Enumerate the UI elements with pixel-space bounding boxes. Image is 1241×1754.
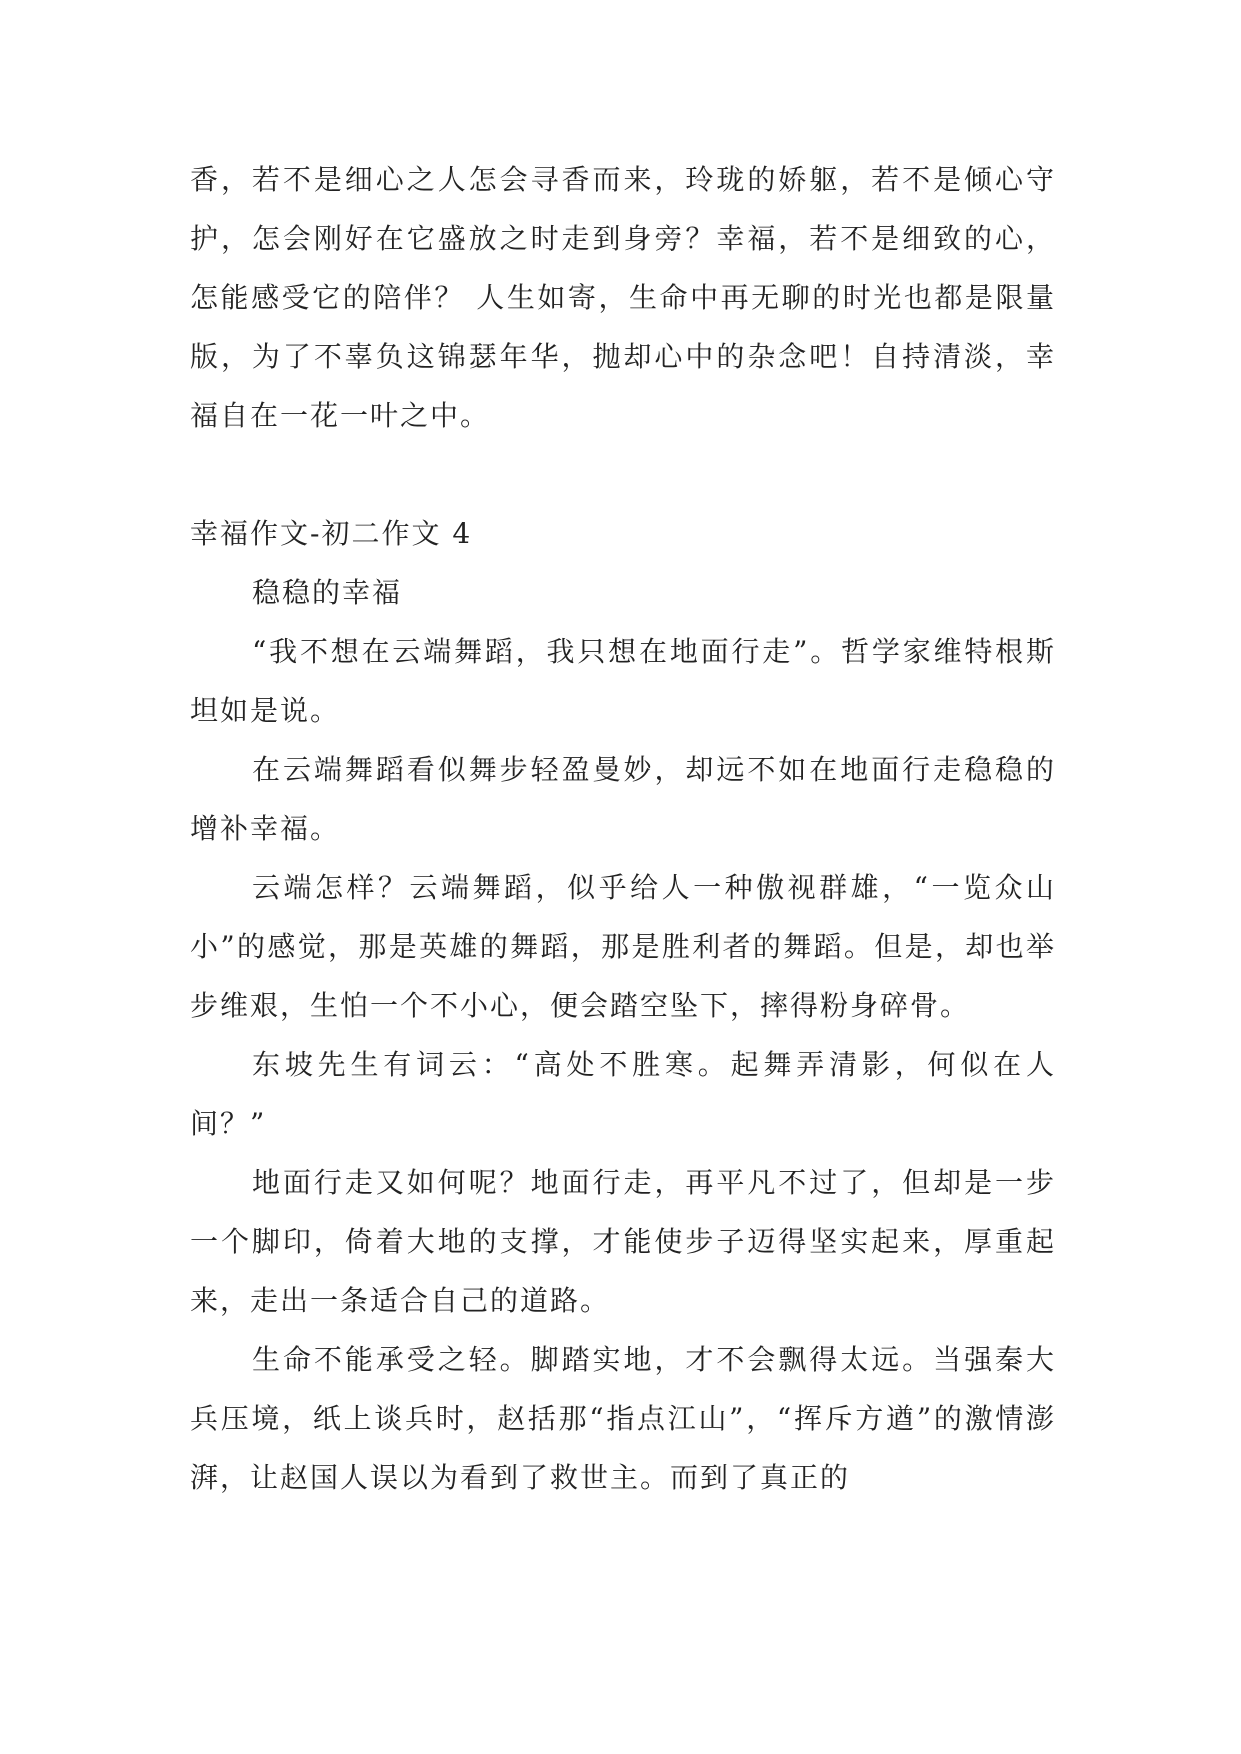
essay-title: 稳稳的幸福 <box>252 576 403 609</box>
section-heading: 幸福作文-初二作文 4 <box>190 517 473 550</box>
body-paragraph: 在云端舞蹈看似舞步轻盈曼妙，却远不如在地面行走稳稳的增补幸福。 <box>190 753 1056 845</box>
body-paragraph: “我不想在云端舞蹈，我只想在地面行走”。哲学家维特根斯坦如是说。 <box>190 635 1056 727</box>
body-paragraph: 生命不能承受之轻。脚踏实地，才不会飘得太远。当强秦大兵压境，纸上谈兵时，赵括那“指点江山”，“挥斥方遒”的激情澎湃，让赵国人误以为看到了救世主。而到了真正的 <box>190 1343 1056 1494</box>
body-paragraph: 云端怎样？云端舞蹈，似乎给人一种傲视群雄，“一览众山小”的感觉，那是英雄的舞蹈，那是胜利者的舞蹈。但是，却也举步维艰，生怕一个不小心，便会踏空坠下，摔得粉身碎骨。 <box>190 871 1056 1022</box>
intro-paragraph: 香，若不是细心之人怎会寻香而来，玲珑的娇躯，若不是倾心守护，怎会刚好在它盛放之时走到身旁？幸福，若不是细致的心，怎能感受它的陪伴？ 人生如寄，生命中再无聊的时光也都是限量版，为了不辜负这锦瑟年华，抛却心中的杂念吧！自持清淡，幸福自在一花一叶之中。 <box>190 163 1056 432</box>
document-page <box>190 150 1056 1507</box>
body-paragraph: 地面行走又如何呢？地面行走，再平凡不过了，但却是一步一个脚印，倚着大地的支撑，才能使步子迈得坚实起来，厚重起来，走出一条适合自己的道路。 <box>190 1166 1056 1317</box>
body-paragraph: 东坡先生有词云：“高处不胜寒。起舞弄清影，何似在人间？” <box>190 1048 1056 1140</box>
